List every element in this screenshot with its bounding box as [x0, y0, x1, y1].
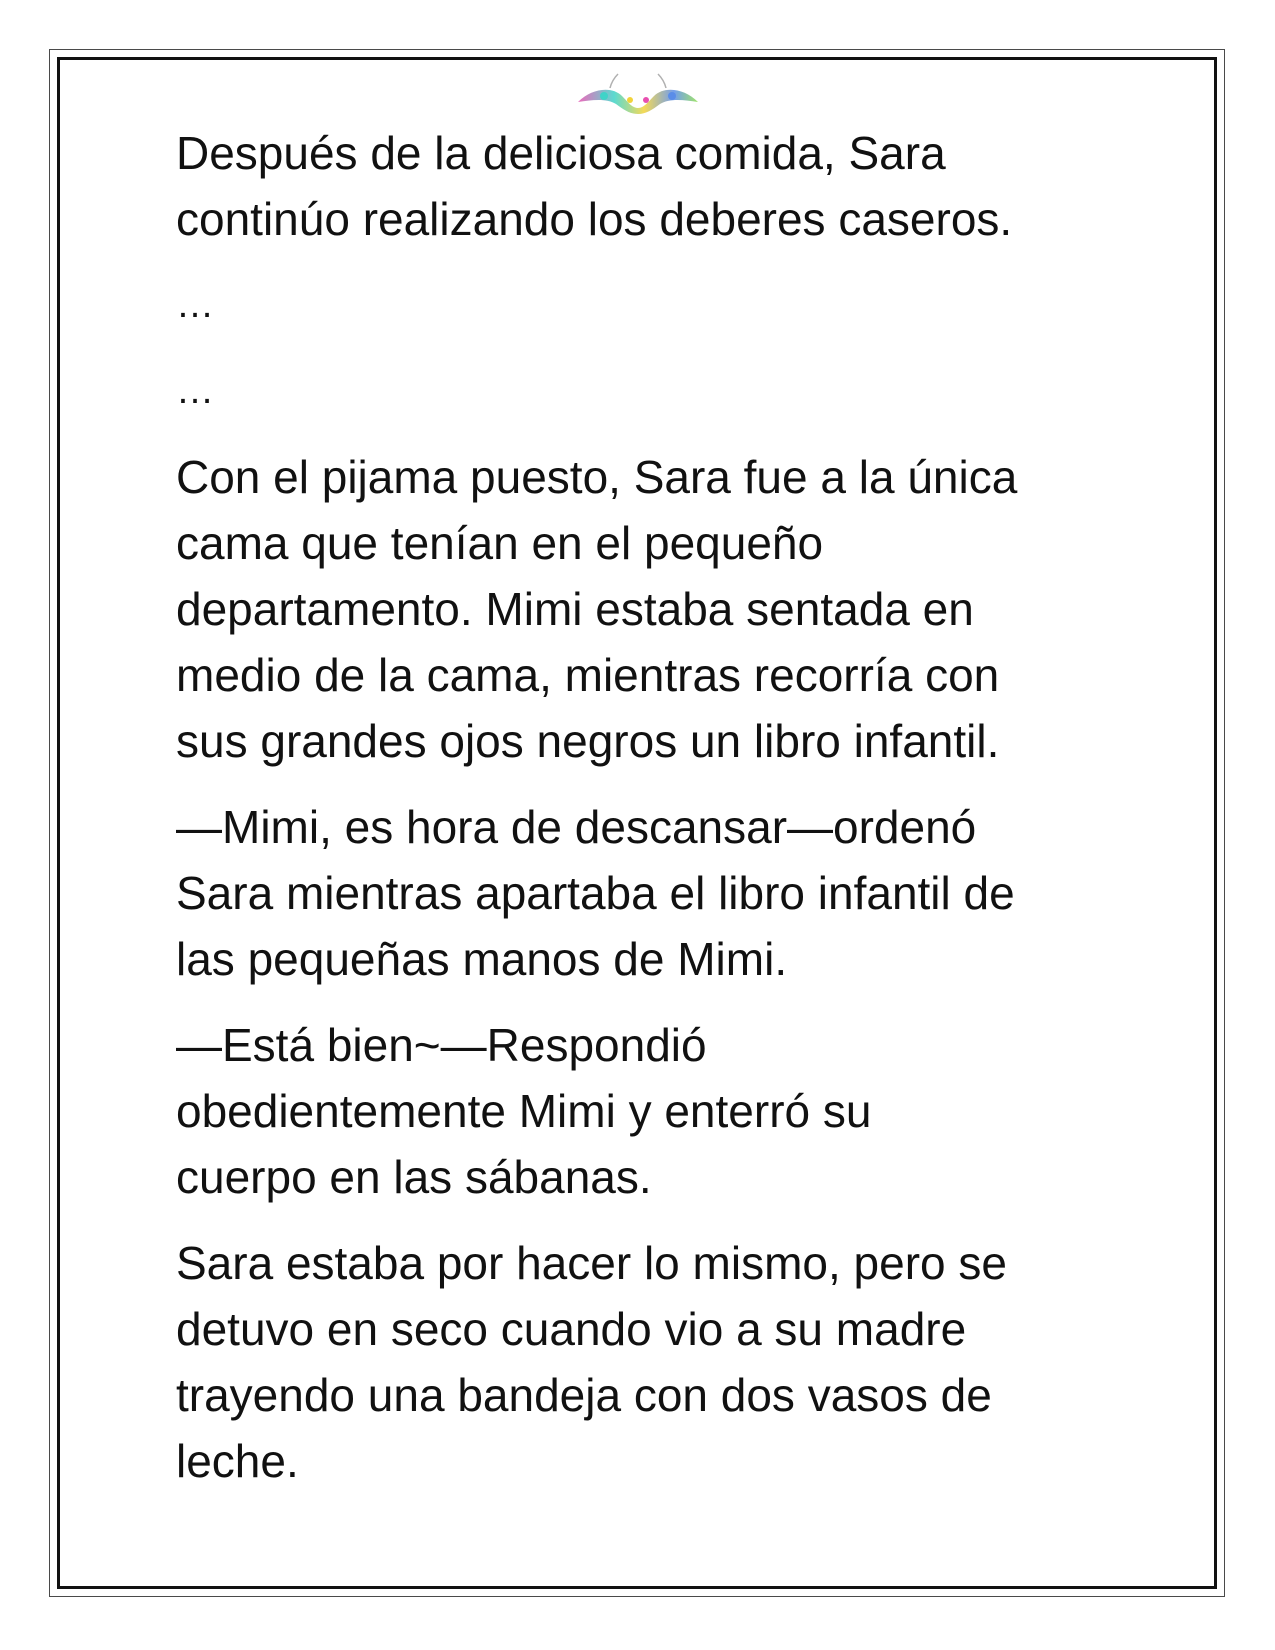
paragraph-5: Sara estaba por hacer lo mismo, pero se detuvo en seco cuando vio a su madre trayendo una bandeja con dos vasos de leche.: [176, 1237, 1007, 1487]
decorative-flourish-icon: [570, 70, 706, 120]
paragraph-ellipsis-2: …: [176, 370, 214, 412]
paragraph-2: Con el pijama puesto, Sara fue a la única cama que tenían en el pequeño departamento. Mimi estaba sentada en medio de la cama, mientras recorría con sus grandes ojos negros un libro infantil.: [176, 451, 1018, 767]
paragraph-4: —Está bien~—Respondió obedientemente Mimi y enterró su cuerpo en las sábanas.: [176, 1019, 872, 1203]
story-text: [176, 120, 1136, 1514]
paragraph-ellipsis-1: …: [176, 284, 214, 326]
paragraph-1: Después de la deliciosa comida, Sara continúo realizando los deberes caseros.: [176, 127, 1013, 245]
paragraph-3: —Mimi, es hora de descansar—ordenó Sara mientras apartaba el libro infantil de las pequeñas manos de Mimi.: [176, 801, 1015, 985]
